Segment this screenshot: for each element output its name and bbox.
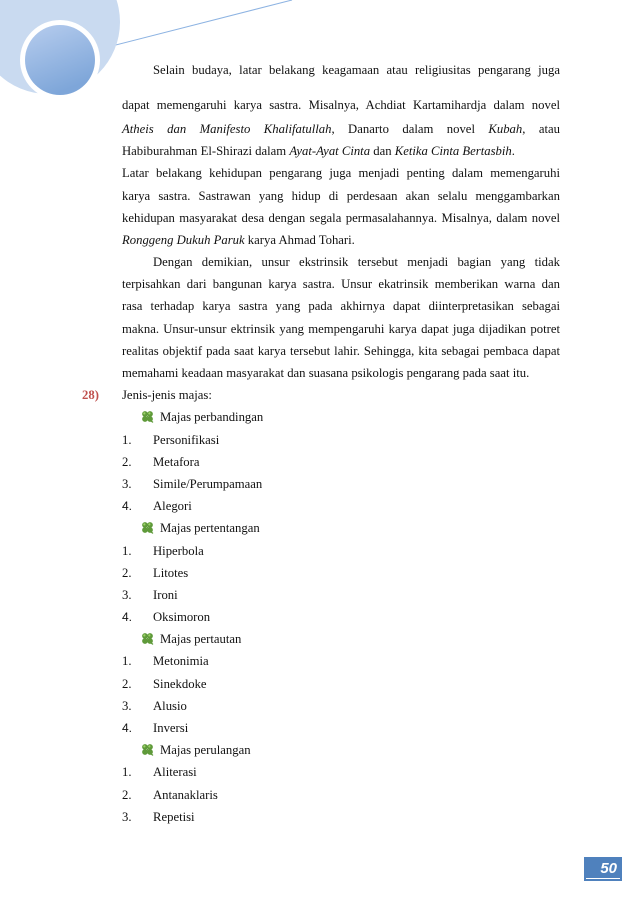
- item-text: Simile/Perumpamaan: [153, 476, 263, 491]
- list-item: [122, 717, 560, 739]
- item-text: Alusio: [153, 698, 187, 713]
- item-number: 1.: [122, 654, 132, 669]
- decor-inner-circle: [25, 25, 95, 95]
- item-number: 2.: [122, 787, 132, 802]
- group-heading: [122, 517, 560, 539]
- item-number: 3.: [122, 476, 132, 491]
- item-text: Metafora: [153, 454, 200, 469]
- paragraph-line: karya sastra. Sastrawan yang hidup di perdesaan akan selalu menggambarkan: [122, 188, 560, 203]
- paragraph-line: kehidupan masyarakat desa dengan segala permasalahannya. Misalnya, dalam novel: [122, 210, 560, 225]
- item-text: Oksimoron: [153, 610, 211, 625]
- list-item: [122, 495, 560, 517]
- group-heading: [122, 628, 560, 650]
- question-number: 28): [82, 388, 99, 403]
- list-item: [122, 473, 560, 495]
- item-number: 1.: [122, 432, 132, 447]
- item-number: 3.: [122, 809, 132, 824]
- text-run: dan: [370, 144, 395, 159]
- paragraph-line: makna. Unsur-unsur ektrinsik yang mempengaruhi karya dapat juga dijadikan potret: [122, 321, 560, 336]
- item-number: 4.: [122, 610, 133, 625]
- paragraph-line: [122, 229, 560, 251]
- clover-bullet-icon: [141, 743, 154, 756]
- item-text: Personifikasi: [153, 432, 220, 447]
- item-number: 1.: [122, 765, 132, 780]
- page-number-rule: [586, 878, 620, 879]
- item-number: 3.: [122, 698, 132, 713]
- paragraph-line: [122, 140, 560, 162]
- list-item: [122, 429, 560, 451]
- item-text: Inversi: [153, 721, 189, 736]
- item-text: Alegori: [153, 499, 192, 514]
- list-item: [122, 562, 560, 584]
- paragraph-line: Dengan demikian, unsur ekstrinsik tersebut menjadi bagian yang tidak: [153, 255, 560, 270]
- question-heading: [82, 384, 560, 406]
- clover-bullet-icon: [141, 521, 154, 534]
- clover-bullet-icon: [141, 632, 154, 645]
- group-label: Majas pertentangan: [160, 521, 260, 536]
- paragraph-line: Latar belakang kehidupan pengarang juga menjadi penting dalam memengaruhi: [122, 166, 560, 181]
- item-number: 1.: [122, 543, 132, 558]
- text-run: , atau: [522, 121, 560, 136]
- novel-title: Ronggeng Dukuh Paruk: [122, 232, 245, 247]
- page-number: 50: [600, 860, 617, 877]
- list-item: [122, 673, 560, 695]
- paragraph-line: memahami keadaan masyarakat dan suasana psikologis pengarang pada saat itu.: [122, 366, 530, 381]
- list-item: [122, 606, 560, 628]
- item-number: 2.: [122, 676, 132, 691]
- paragraph-line: [122, 118, 560, 140]
- text-run: karya Ahmad Tohari.: [244, 232, 355, 247]
- text-run: Habiburahman El-Shirazi dalam: [122, 144, 290, 159]
- group-heading: [122, 406, 560, 428]
- group-heading: [122, 739, 560, 761]
- novel-title: Ketika Cinta Bertasbih: [394, 144, 512, 159]
- group-label: Majas perulangan: [160, 743, 251, 758]
- list-item: [122, 540, 560, 562]
- page-content: [82, 59, 560, 828]
- list-item: [122, 806, 560, 828]
- item-text: Aliterasi: [153, 765, 197, 780]
- group-label: Majas pertautan: [160, 632, 242, 647]
- paragraph-line: rasa terhadap karya sastra yang pada akhirnya dapat diinterpretasikan sebagai: [122, 299, 560, 314]
- item-number: 3.: [122, 587, 132, 602]
- item-text: Hiperbola: [153, 543, 204, 558]
- item-number: 2.: [122, 454, 132, 469]
- item-number: 4.: [122, 499, 133, 514]
- page-number-box: [584, 857, 622, 881]
- list-item: [122, 451, 560, 473]
- item-text: Antanaklaris: [153, 787, 218, 802]
- decor-diagonal-line: [96, 0, 292, 50]
- novel-title: Kubah: [488, 121, 523, 136]
- item-text: Repetisi: [153, 809, 195, 824]
- item-number: 2.: [122, 565, 132, 580]
- paragraph-line: Selain budaya, latar belakang keagamaan atau religiusitas pengarang juga: [153, 63, 560, 77]
- list-item: [122, 761, 560, 783]
- majas-group: [122, 517, 560, 628]
- item-text: Litotes: [153, 565, 189, 580]
- item-text: Sinekdoke: [153, 676, 207, 691]
- paragraph: [122, 162, 560, 251]
- item-text: Ironi: [153, 587, 178, 602]
- paragraph-line: realitas objektif pada saat karya tersebut lahir. Sehingga, kita sebagai pembaca dapat: [122, 343, 560, 358]
- paragraph-line: terpisahkan dari bangunan karya sastra. Unsur ekatrinsik memberikan warna dan: [122, 277, 560, 292]
- group-label: Majas perbandingan: [160, 410, 264, 425]
- paragraph: [122, 59, 560, 162]
- clover-bullet-icon: [141, 410, 154, 423]
- novel-title: Ayat-Ayat Cinta: [289, 144, 371, 159]
- paragraph-line: dapat memengaruhi karya sastra. Misalnya, Achdiat Kartamihardja dalam novel: [122, 97, 560, 112]
- list-item: [122, 650, 560, 672]
- list-item: [122, 784, 560, 806]
- majas-group: [122, 628, 560, 739]
- paragraph: [122, 251, 560, 384]
- text-run: , Danarto dalam novel: [331, 121, 489, 136]
- question-title: Jenis-jenis majas:: [122, 388, 212, 403]
- item-number: 4.: [122, 721, 133, 736]
- majas-group: [122, 739, 560, 828]
- text-run: .: [511, 144, 515, 159]
- list-item: [122, 695, 560, 717]
- majas-group: [122, 406, 560, 517]
- novel-title: Atheis dan Manifesto Khalifatullah: [122, 121, 332, 136]
- item-text: Metonimia: [153, 654, 209, 669]
- list-item: [122, 584, 560, 606]
